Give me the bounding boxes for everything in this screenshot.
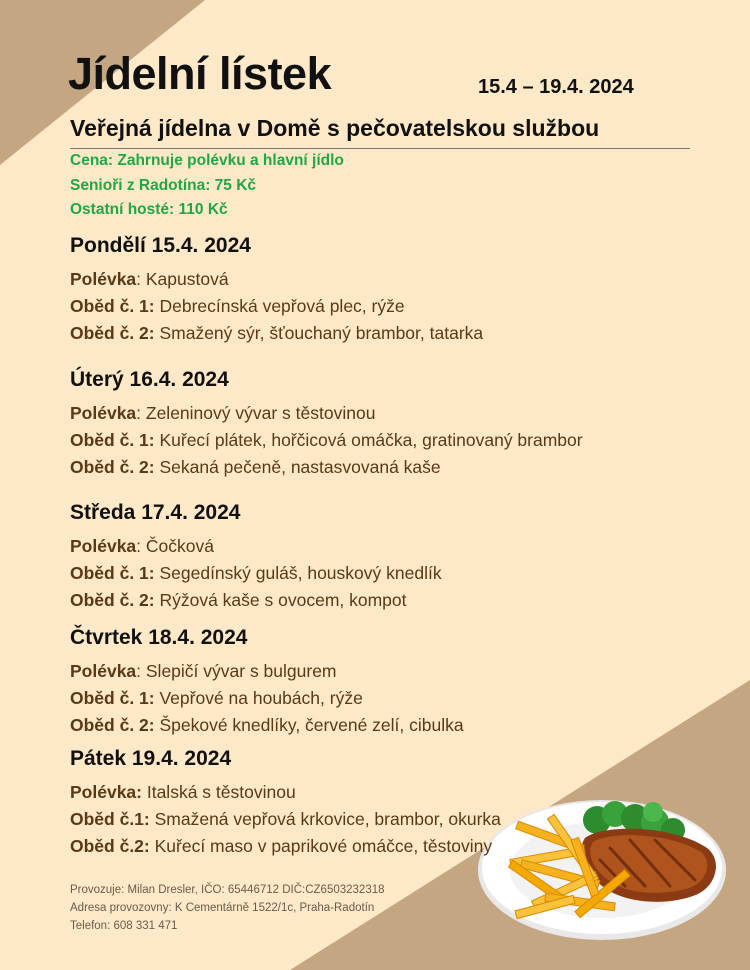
soup-name: : Čočková — [136, 536, 214, 556]
meal2-label: Oběd č. 2: — [70, 590, 155, 610]
footer-operator: Provozuje: Milan Dresler, IČO: 65446712 DIČ:CZ6503232318 — [70, 884, 385, 896]
soup-line — [70, 266, 710, 293]
meal2-line — [70, 587, 710, 614]
meal1-name: Smažená vepřová krkovice, brambor, okurka — [149, 809, 501, 829]
soup-label: Polévka — [70, 403, 137, 423]
meal2-line — [70, 320, 710, 347]
date-range: 15.4 – 19.4. 2024 — [478, 76, 634, 98]
meal1-line — [70, 806, 710, 833]
price-guests: Ostatní hosté: 110 Kč — [70, 201, 228, 218]
meal2-name: Rýžová kaše s ovocem, kompot — [154, 590, 407, 610]
day-heading: Úterý 16.4. 2024 — [70, 368, 229, 391]
meal1-label: Oběd č. 1: — [70, 688, 155, 708]
meal1-name: Segedínský guláš, houskový knedlík — [154, 563, 442, 583]
meal1-name: Kuřecí plátek, hořčicová omáčka, gratinovaný brambor — [154, 430, 583, 450]
meal1-line — [70, 685, 710, 712]
meal1-line — [70, 293, 710, 320]
soup-name: : Slepičí vývar s bulgurem — [136, 661, 337, 681]
meal2-label: Oběd č. 2: — [70, 715, 155, 735]
footer-address: Adresa provozovny: K Cementárně 1522/1c, Praha-Radotín — [70, 902, 375, 914]
meal1-label: Oběd č. 1: — [70, 563, 155, 583]
meal2-name: Smažený sýr, šťouchaný brambor, tatarka — [154, 323, 484, 343]
meal2-label: Oběd č. 2: — [70, 457, 155, 477]
footer-phone: Telefon: 608 331 471 — [70, 920, 178, 932]
meal2-label: Oběd č. 2: — [70, 323, 155, 343]
day-section-wednesday — [70, 498, 710, 614]
soup-name: Italská s těstovinou — [141, 782, 296, 802]
day-heading: Pátek 19.4. 2024 — [70, 747, 232, 770]
day-section-friday — [70, 744, 710, 860]
soup-label: Polévka — [70, 269, 137, 289]
meal2-name: Kuřecí maso v paprikové omáčce, těstoviny — [149, 836, 493, 856]
soup-line — [70, 779, 710, 806]
meal1-line — [70, 427, 710, 454]
day-heading: Čtvrtek 18.4. 2024 — [70, 626, 248, 649]
meal2-line — [70, 454, 710, 481]
meal1-name: Vepřové na houbách, rýže — [154, 688, 363, 708]
page-title: Jídelní lístek — [68, 48, 332, 99]
divider — [70, 148, 690, 149]
day-section-monday — [70, 231, 710, 347]
meal2-name: Sekaná pečeně, nastasvovaná kaše — [154, 457, 441, 477]
soup-line — [70, 533, 710, 560]
meal1-label: Oběd č.1: — [70, 809, 150, 829]
soup-line — [70, 658, 710, 685]
day-section-thursday — [70, 623, 710, 739]
soup-label: Polévka — [70, 661, 137, 681]
soup-name: : Kapustová — [136, 269, 229, 289]
soup-label: Polévka — [70, 536, 137, 556]
meal2-line — [70, 833, 710, 860]
meal2-line — [70, 712, 710, 739]
day-section-tuesday — [70, 365, 710, 481]
meal2-name: Špekové knedlíky, červené zelí, cibulka — [154, 715, 464, 735]
day-heading: Pondělí 15.4. 2024 — [70, 234, 251, 257]
soup-label: Polévka: — [70, 782, 142, 802]
meal2-label: Oběd č.2: — [70, 836, 150, 856]
price-seniors: Senioři z Radotína: 75 Kč — [70, 177, 257, 194]
meal1-line — [70, 560, 710, 587]
soup-name: : Zeleninový vývar s těstovinou — [136, 403, 376, 423]
meal1-name: Debrecínská vepřová plec, rýže — [154, 296, 405, 316]
price-info: Cena: Zahrnuje polévku a hlavní jídlo — [70, 152, 344, 169]
day-heading: Středa 17.4. 2024 — [70, 501, 241, 524]
subtitle: Veřejná jídelna v Domě s pečovatelskou službou — [70, 115, 600, 141]
soup-line — [70, 400, 710, 427]
meal1-label: Oběd č. 1: — [70, 296, 155, 316]
meal1-label: Oběd č. 1: — [70, 430, 155, 450]
